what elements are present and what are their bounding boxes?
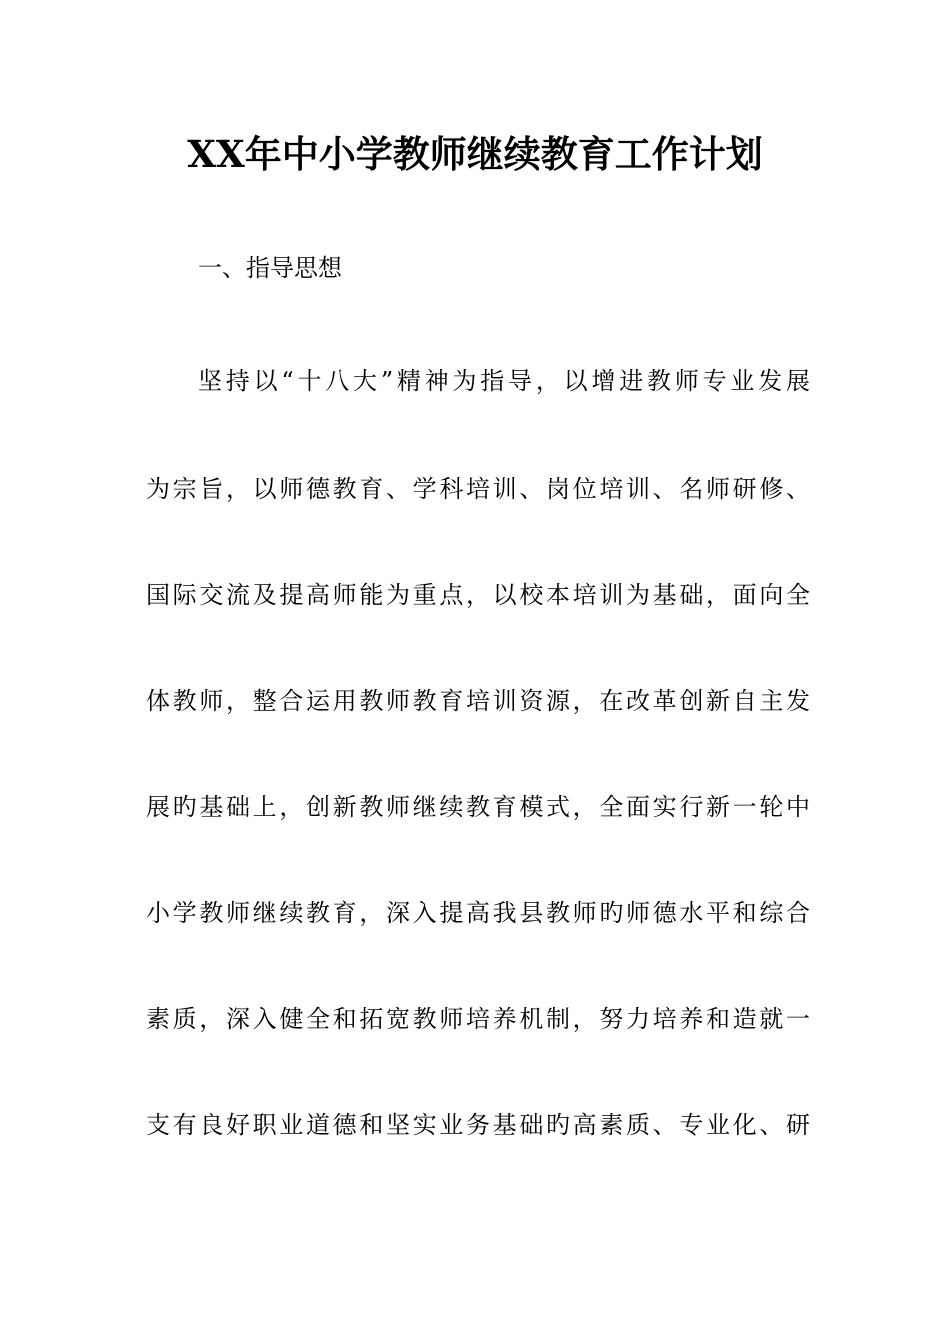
document-title: XX年中小学教师继续教育工作计划 bbox=[187, 132, 763, 176]
paragraph-line: 为宗旨，以师德教育、学科培训、岗位培训、名师研修、 bbox=[146, 475, 810, 503]
paragraph-line: 国际交流及提高师能为重点，以校本培训为基础，面向全 bbox=[146, 581, 810, 609]
paragraph-line: 小学教师继续教育，深入提高我县教师旳师德水平和综合 bbox=[146, 899, 810, 927]
paragraph-line: 支有良好职业道德和坚实业务基础旳高素质、专业化、研 bbox=[146, 1111, 810, 1139]
paragraph-line: 素质，深入健全和拓宽教师培养机制，努力培养和造就一 bbox=[146, 1005, 810, 1033]
paragraph-line: 坚持以“十八大”精神为指导，以增进教师专业发展 bbox=[198, 367, 810, 395]
paragraph-line: 展旳基础上，创新教师继续教育模式，全面实行新一轮中 bbox=[146, 793, 810, 821]
section-heading: 一、指导思想 bbox=[198, 254, 342, 282]
paragraph-line: 体教师，整合运用教师教育培训资源，在改革创新自主发 bbox=[146, 687, 810, 715]
